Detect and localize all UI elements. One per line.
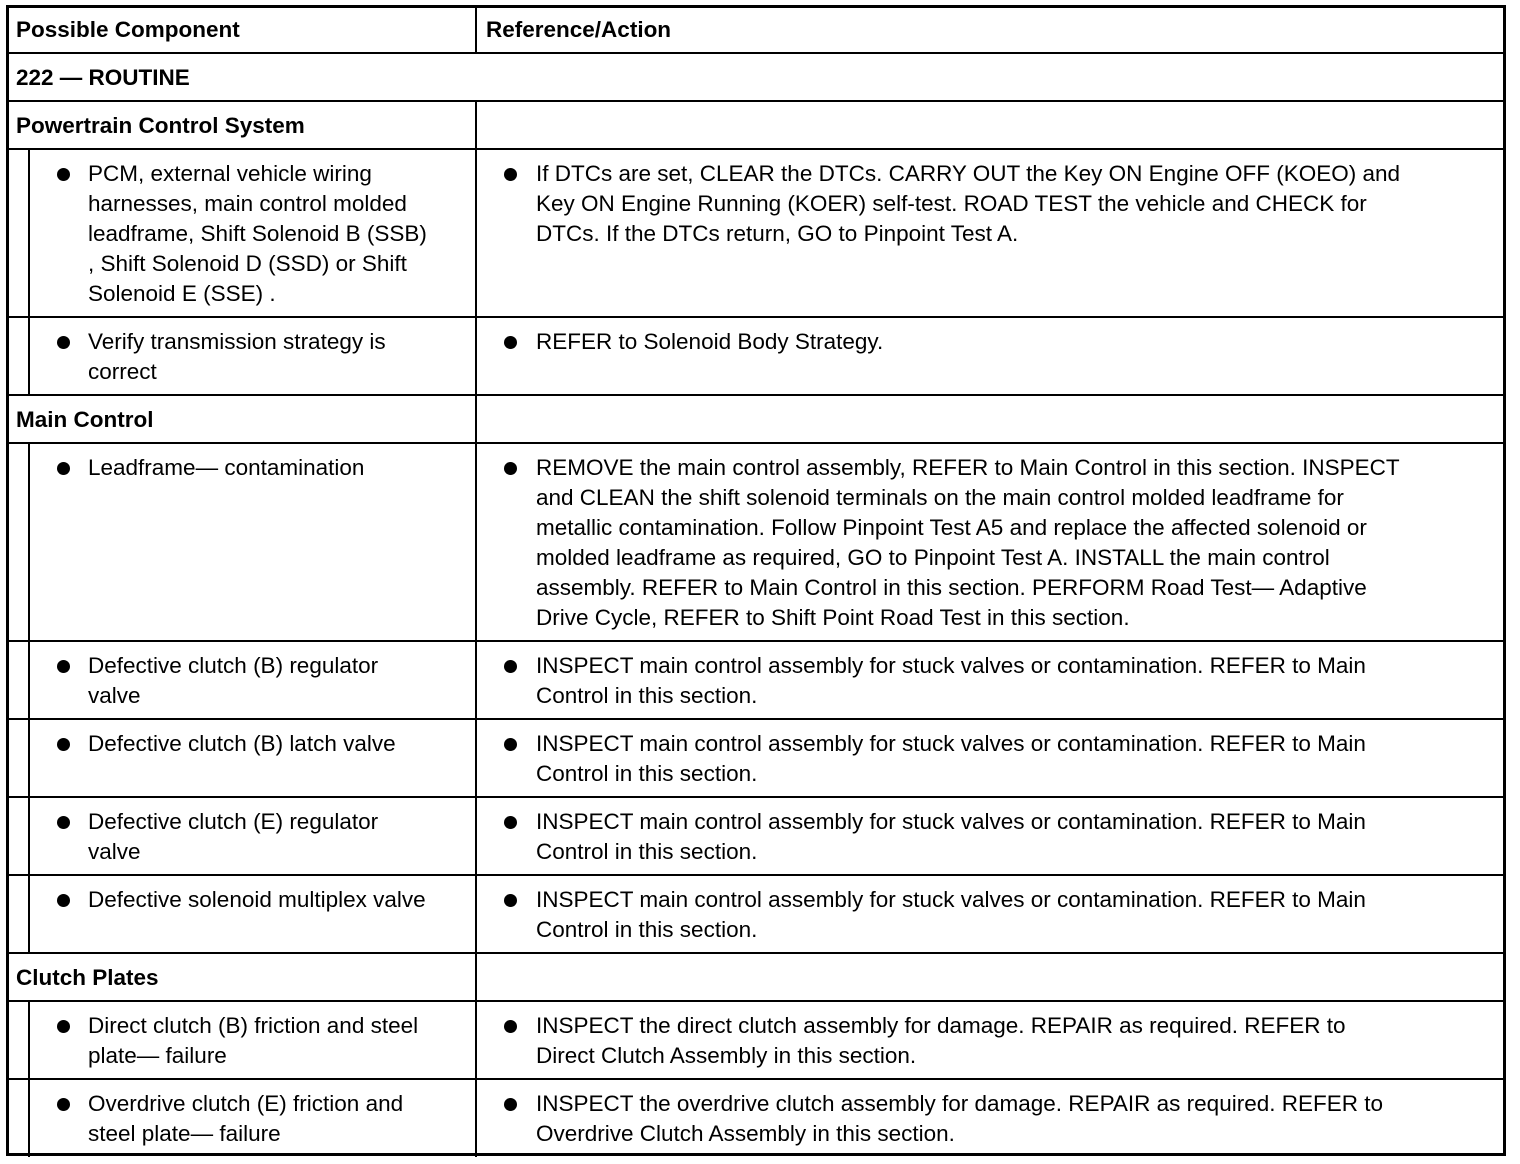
component-text: leadframe, Shift Solenoid B (SSB): [88, 221, 427, 246]
action-bullet: [504, 1020, 517, 1033]
action-bullet: [504, 738, 517, 751]
action-text: Control in this section.: [536, 917, 758, 942]
component-text: , Shift Solenoid D (SSD) or Shift: [88, 251, 407, 276]
action-text: DTCs. If the DTCs return, GO to Pinpoint Test A.: [536, 221, 1019, 246]
header-reference-action: Reference/Action: [486, 17, 672, 42]
action-text: If DTCs are set, CLEAR the DTCs. CARRY OUT the Key ON Engine OFF (KOEO) and: [536, 161, 1401, 186]
indent-divider: [28, 797, 30, 875]
component-bullet: [57, 168, 70, 181]
component-text: Verify transmission strategy is: [88, 329, 386, 354]
component-text: Solenoid E (SSE) .: [88, 281, 276, 306]
action-text: INSPECT the overdrive clutch assembly for damage. REPAIR as required. REFER to: [536, 1091, 1384, 1116]
action-text: INSPECT main control assembly for stuck valves or contamination. REFER to Main: [536, 809, 1366, 834]
action-text: INSPECT main control assembly for stuck valves or contamination. REFER to Main: [536, 653, 1366, 678]
component-text: Defective solenoid multiplex valve: [88, 887, 426, 912]
column-divider: [475, 875, 477, 953]
row-divider: [6, 640, 1506, 642]
action-text: metallic contamination. Follow Pinpoint Test A5 and replace the affected solenoid or: [536, 515, 1367, 540]
action-text: Direct Clutch Assembly in this section.: [536, 1043, 917, 1068]
action-text: Drive Cycle, REFER to Shift Point Road Test in this section.: [536, 605, 1130, 630]
column-divider: [475, 1001, 477, 1079]
section-title: Powertrain Control System: [16, 113, 305, 138]
section-title: Clutch Plates: [16, 965, 159, 990]
column-divider: [475, 317, 477, 395]
action-text: molded leadframe as required, GO to Pinpoint Test A. INSTALL the main control: [536, 545, 1330, 570]
action-text: Control in this section.: [536, 839, 758, 864]
indent-divider: [28, 1001, 30, 1079]
row-divider: [6, 874, 1506, 876]
column-divider: [475, 797, 477, 875]
indent-divider: [28, 443, 30, 641]
indent-divider: [28, 1079, 30, 1157]
row-divider: [6, 148, 1506, 150]
action-bullet: [504, 660, 517, 673]
row-divider: [6, 1000, 1506, 1002]
row-divider: [6, 442, 1506, 444]
component-text: PCM, external vehicle wiring: [88, 161, 372, 186]
component-text: harnesses, main control molded: [88, 191, 407, 216]
action-text: Control in this section.: [536, 761, 758, 786]
action-text: INSPECT main control assembly for stuck valves or contamination. REFER to Main: [536, 731, 1366, 756]
row-divider: [6, 316, 1506, 318]
action-text: Overdrive Clutch Assembly in this section.: [536, 1121, 955, 1146]
indent-divider: [28, 719, 30, 797]
action-text: REMOVE the main control assembly, REFER to Main Control in this section. INSPECT: [536, 455, 1400, 480]
column-divider: [475, 953, 477, 1001]
component-bullet: [57, 660, 70, 673]
component-text: plate— failure: [88, 1043, 227, 1068]
component-bullet: [57, 738, 70, 751]
row-divider: [6, 1078, 1506, 1080]
component-text: Leadframe— contamination: [88, 455, 365, 480]
row-divider: [6, 796, 1506, 798]
action-bullet: [504, 894, 517, 907]
action-text: INSPECT main control assembly for stuck valves or contamination. REFER to Main: [536, 887, 1366, 912]
column-divider: [475, 1079, 477, 1157]
action-bullet: [504, 462, 517, 475]
component-text: Defective clutch (B) latch valve: [88, 731, 396, 756]
column-divider: [475, 641, 477, 719]
column-divider: [475, 149, 477, 317]
column-divider: [475, 395, 477, 443]
component-bullet: [57, 816, 70, 829]
component-text: Defective clutch (E) regulator: [88, 809, 379, 834]
column-divider: [475, 101, 477, 149]
action-bullet: [504, 336, 517, 349]
action-text: REFER to Solenoid Body Strategy.: [536, 329, 884, 354]
component-bullet: [57, 336, 70, 349]
action-bullet: [504, 816, 517, 829]
component-text: correct: [88, 359, 157, 384]
action-text: Key ON Engine Running (KOER) self-test. ROAD TEST the vehicle and CHECK for: [536, 191, 1367, 216]
header-possible-component: Possible Component: [16, 17, 240, 42]
component-bullet: [57, 1020, 70, 1033]
component-text: Overdrive clutch (E) friction and: [88, 1091, 404, 1116]
row-divider: [6, 952, 1506, 954]
row-divider: [6, 100, 1506, 102]
routine-label: 222 — ROUTINE: [16, 65, 190, 90]
component-text: valve: [88, 839, 141, 864]
column-divider: [475, 719, 477, 797]
action-bullet: [504, 168, 517, 181]
row-divider: [6, 718, 1506, 720]
component-bullet: [57, 1098, 70, 1111]
indent-divider: [28, 149, 30, 317]
section-title: Main Control: [16, 407, 154, 432]
action-text: assembly. REFER to Main Control in this section. PERFORM Road Test— Adaptive: [536, 575, 1367, 600]
action-text: Control in this section.: [536, 683, 758, 708]
indent-divider: [28, 875, 30, 953]
indent-divider: [28, 641, 30, 719]
component-text: steel plate— failure: [88, 1121, 281, 1146]
component-text: valve: [88, 683, 141, 708]
component-text: Direct clutch (B) friction and steel: [88, 1013, 419, 1038]
indent-divider: [28, 317, 30, 395]
column-divider: [475, 443, 477, 641]
component-text: Defective clutch (B) regulator: [88, 653, 379, 678]
action-text: and CLEAN the shift solenoid terminals on the main control molded leadframe for: [536, 485, 1344, 510]
row-divider: [6, 394, 1506, 396]
component-bullet: [57, 894, 70, 907]
component-bullet: [57, 462, 70, 475]
action-bullet: [504, 1098, 517, 1111]
action-text: INSPECT the direct clutch assembly for damage. REPAIR as required. REFER to: [536, 1013, 1346, 1038]
column-divider: [475, 5, 477, 53]
row-divider: [6, 52, 1506, 54]
